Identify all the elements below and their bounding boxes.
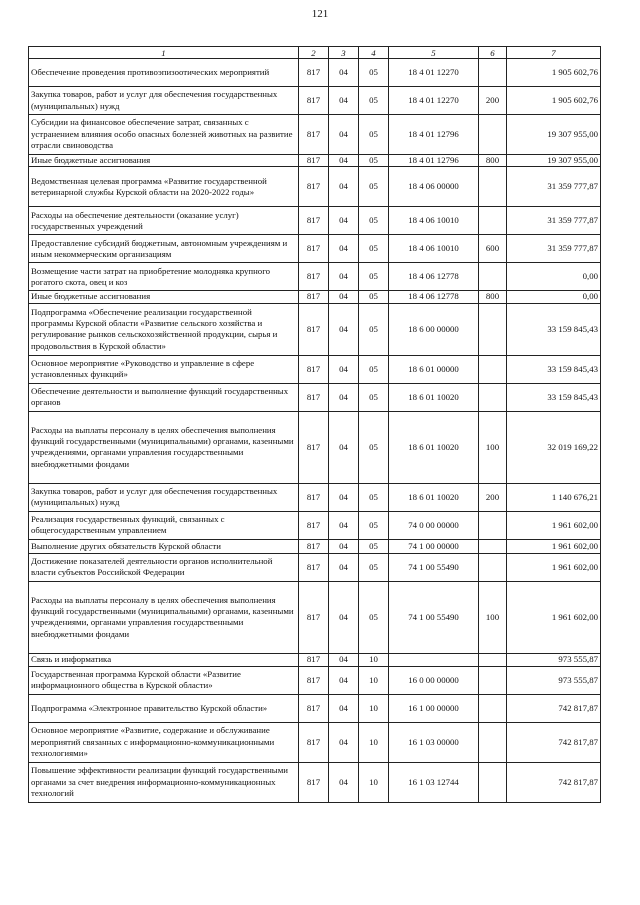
row-amount: 1 961 602,00 [507,511,601,539]
col-header-subsection: 4 [359,47,389,59]
table-body [29,59,601,803]
row-admin-code: 817 [299,694,329,722]
row-target-code: 18 4 01 12270 [389,87,479,115]
row-amount: 31 359 777,87 [507,167,601,207]
row-admin-code: 817 [299,355,329,383]
table-row [29,59,601,87]
col-header-name: 1 [29,47,299,59]
row-expense-type [479,59,507,87]
row-admin-code: 817 [299,263,329,291]
row-section-code: 04 [329,666,359,694]
table-row [29,653,601,666]
row-name: Обеспечение проведения противоэпизоотических мероприятий [29,59,299,87]
row-name: Закупка товаров, работ и услуг для обеспечения государственных (муниципальных) нужд [29,87,299,115]
row-admin-code: 817 [299,291,329,303]
row-target-code: 18 4 01 12796 [389,155,479,167]
row-amount: 1 905 602,76 [507,59,601,87]
row-subsection-code: 05 [359,59,389,87]
row-name: Выполнение других обязательств Курской области [29,539,299,553]
row-target-code: 74 1 00 00000 [389,539,479,553]
row-admin-code: 817 [299,115,329,155]
row-amount: 0,00 [507,291,601,303]
row-admin-code: 817 [299,383,329,411]
row-amount: 1 905 602,76 [507,87,601,115]
row-target-code: 74 0 00 00000 [389,511,479,539]
row-target-code [389,653,479,666]
row-target-code: 18 4 06 12778 [389,291,479,303]
row-subsection-code: 05 [359,303,389,355]
row-section-code: 04 [329,87,359,115]
row-section-code: 04 [329,762,359,802]
table-row [29,694,601,722]
row-subsection-code: 05 [359,263,389,291]
row-expense-type [479,653,507,666]
row-expense-type [479,539,507,553]
row-section-code: 04 [329,553,359,581]
row-subsection-code: 05 [359,553,389,581]
row-admin-code: 817 [299,87,329,115]
table-row [29,553,601,581]
row-target-code: 74 1 00 55490 [389,581,479,653]
row-amount: 32 019 169,22 [507,411,601,483]
row-admin-code: 817 [299,581,329,653]
row-subsection-code: 05 [359,411,389,483]
row-amount: 33 159 845,43 [507,383,601,411]
row-expense-type [479,383,507,411]
row-subsection-code: 05 [359,235,389,263]
row-section-code: 04 [329,383,359,411]
row-subsection-code: 10 [359,694,389,722]
row-admin-code: 817 [299,155,329,167]
table-row [29,411,601,483]
row-target-code: 18 6 01 10020 [389,383,479,411]
row-amount: 1 961 602,00 [507,581,601,653]
row-section-code: 04 [329,722,359,762]
row-expense-type: 200 [479,87,507,115]
table-row [29,303,601,355]
row-section-code: 04 [329,167,359,207]
table-row [29,207,601,235]
row-name: Иные бюджетные ассигнования [29,291,299,303]
row-target-code: 18 4 06 00000 [389,167,479,207]
table-row [29,291,601,303]
row-section-code: 04 [329,355,359,383]
row-target-code: 18 4 01 12796 [389,115,479,155]
table-row [29,383,601,411]
row-section-code: 04 [329,303,359,355]
row-amount: 19 307 955,00 [507,155,601,167]
row-target-code: 18 4 06 10010 [389,235,479,263]
row-expense-type [479,694,507,722]
row-expense-type [479,762,507,802]
table-row [29,581,601,653]
row-admin-code: 817 [299,167,329,207]
row-section-code: 04 [329,694,359,722]
row-target-code: 16 1 03 12744 [389,762,479,802]
row-amount: 742 817,87 [507,722,601,762]
col-header-admin: 2 [299,47,329,59]
row-subsection-code: 10 [359,653,389,666]
row-name: Подпрограмма «Электронное правительство Курской области» [29,694,299,722]
row-name: Расходы на выплаты персоналу в целях обеспечения выполнения функций государственными (муниципальными) органами, казенными учреждениями, органами управления государственными внебюджетными фондами [29,411,299,483]
row-admin-code: 817 [299,303,329,355]
row-expense-type: 800 [479,155,507,167]
row-amount: 33 159 845,43 [507,355,601,383]
table-row [29,722,601,762]
column-number-row [29,47,601,59]
row-admin-code: 817 [299,511,329,539]
row-subsection-code: 05 [359,581,389,653]
row-expense-type [479,303,507,355]
row-subsection-code: 05 [359,207,389,235]
row-name: Возмещение части затрат на приобретение молодняка крупного рогатого скота, овец и коз [29,263,299,291]
row-name: Реализация государственных функций, связанных с общегосударственным управлением [29,511,299,539]
table-row [29,155,601,167]
table-row [29,235,601,263]
row-name: Расходы на обеспечение деятельности (оказание услуг) государственных учреждений [29,207,299,235]
row-subsection-code: 05 [359,539,389,553]
budget-table [28,46,601,803]
row-expense-type [479,355,507,383]
row-expense-type [479,511,507,539]
row-name: Субсидии на финансовое обеспечение затрат, связанных с устранением влияния особо опасных болезней животных на развитие отрасли свиноводства [29,115,299,155]
row-expense-type: 800 [479,291,507,303]
row-admin-code: 817 [299,235,329,263]
row-subsection-code: 05 [359,291,389,303]
row-section-code: 04 [329,207,359,235]
row-subsection-code: 10 [359,722,389,762]
row-admin-code: 817 [299,59,329,87]
row-target-code: 18 4 06 12778 [389,263,479,291]
row-target-code: 18 6 00 00000 [389,303,479,355]
row-amount: 742 817,87 [507,762,601,802]
row-admin-code: 817 [299,483,329,511]
table-row [29,539,601,553]
row-target-code: 18 4 01 12270 [389,59,479,87]
row-expense-type: 100 [479,581,507,653]
row-admin-code: 817 [299,762,329,802]
row-admin-code: 817 [299,653,329,666]
row-section-code: 04 [329,115,359,155]
row-target-code: 16 1 00 00000 [389,694,479,722]
row-section-code: 04 [329,539,359,553]
row-section-code: 04 [329,155,359,167]
row-target-code: 16 1 03 00000 [389,722,479,762]
row-amount: 31 359 777,87 [507,235,601,263]
row-subsection-code: 05 [359,483,389,511]
row-expense-type [479,722,507,762]
row-section-code: 04 [329,581,359,653]
row-name: Иные бюджетные ассигнования [29,155,299,167]
table-row [29,167,601,207]
row-section-code: 04 [329,291,359,303]
row-amount: 1 140 676,21 [507,483,601,511]
row-target-code: 16 0 00 00000 [389,666,479,694]
row-subsection-code: 05 [359,87,389,115]
table-row [29,355,601,383]
table-row [29,483,601,511]
table-row [29,666,601,694]
row-section-code: 04 [329,653,359,666]
row-section-code: 04 [329,411,359,483]
row-amount: 742 817,87 [507,694,601,722]
row-amount: 973 555,87 [507,653,601,666]
row-name: Связь и информатика [29,653,299,666]
col-header-amount: 7 [507,47,601,59]
row-name: Закупка товаров, работ и услуг для обеспечения государственных (муниципальных) нужд [29,483,299,511]
row-admin-code: 817 [299,539,329,553]
row-expense-type [479,263,507,291]
row-amount: 973 555,87 [507,666,601,694]
row-subsection-code: 05 [359,155,389,167]
row-subsection-code: 05 [359,115,389,155]
row-target-code: 18 6 01 00000 [389,355,479,383]
row-target-code: 18 6 01 10020 [389,483,479,511]
row-name: Повышение эффективности реализации функций государственными органами за счет внедрения информационно-коммуникационных технологий [29,762,299,802]
row-expense-type: 100 [479,411,507,483]
row-subsection-code: 05 [359,383,389,411]
row-amount: 1 961 602,00 [507,553,601,581]
col-header-target-code: 5 [389,47,479,59]
row-subsection-code: 05 [359,355,389,383]
table-row [29,263,601,291]
row-section-code: 04 [329,59,359,87]
row-subsection-code: 05 [359,167,389,207]
row-section-code: 04 [329,511,359,539]
page-number: 121 [311,8,329,20]
col-header-section: 3 [329,47,359,59]
row-amount: 31 359 777,87 [507,207,601,235]
row-amount: 19 307 955,00 [507,115,601,155]
row-target-code: 74 1 00 55490 [389,553,479,581]
row-name: Основное мероприятие «Развитие, содержание и обслуживание мероприятий связанных с информационно-коммуникационными технологиями» [29,722,299,762]
row-admin-code: 817 [299,666,329,694]
row-name: Ведомственная целевая программа «Развитие государственной ветеринарной службы Курской области на 2020-2022 годы» [29,167,299,207]
table-row [29,511,601,539]
row-name: Предоставление субсидий бюджетным, автономным учреждениям и иным некоммерческим организациям [29,235,299,263]
row-name: Основное мероприятие «Руководство и управление в сфере установленных функций» [29,355,299,383]
col-header-expense-type: 6 [479,47,507,59]
row-admin-code: 817 [299,553,329,581]
row-expense-type [479,207,507,235]
row-admin-code: 817 [299,411,329,483]
row-subsection-code: 10 [359,666,389,694]
row-name: Расходы на выплаты персоналу в целях обеспечения выполнения функций государственными (муниципальными) органами, казенными учреждениями, органами управления государственными внебюджетными фондами [29,581,299,653]
row-expense-type [479,553,507,581]
row-name: Подпрограмма «Обеспечение реализации государственной программы Курской области «Развитие сельского хозяйства и регулирование рынков сельскохозяйственной продукции, сырья и продовольствия в Курской области» [29,303,299,355]
row-expense-type: 200 [479,483,507,511]
row-expense-type: 600 [479,235,507,263]
row-admin-code: 817 [299,722,329,762]
row-subsection-code: 05 [359,511,389,539]
row-amount: 33 159 845,43 [507,303,601,355]
row-admin-code: 817 [299,207,329,235]
row-section-code: 04 [329,235,359,263]
row-expense-type [479,115,507,155]
table-row [29,115,601,155]
row-section-code: 04 [329,483,359,511]
row-target-code: 18 6 01 10020 [389,411,479,483]
row-name: Достижение показателей деятельности органов исполнительной власти субъектов Российской Федерации [29,553,299,581]
row-name: Государственная программа Курской области «Развитие информационного общества в Курской области» [29,666,299,694]
row-target-code: 18 4 06 10010 [389,207,479,235]
table-row [29,87,601,115]
row-name: Обеспечение деятельности и выполнение функций государственных органов [29,383,299,411]
row-expense-type [479,167,507,207]
row-expense-type [479,666,507,694]
row-amount: 1 961 602,00 [507,539,601,553]
row-subsection-code: 10 [359,762,389,802]
row-section-code: 04 [329,263,359,291]
row-amount: 0,00 [507,263,601,291]
table-row [29,762,601,802]
